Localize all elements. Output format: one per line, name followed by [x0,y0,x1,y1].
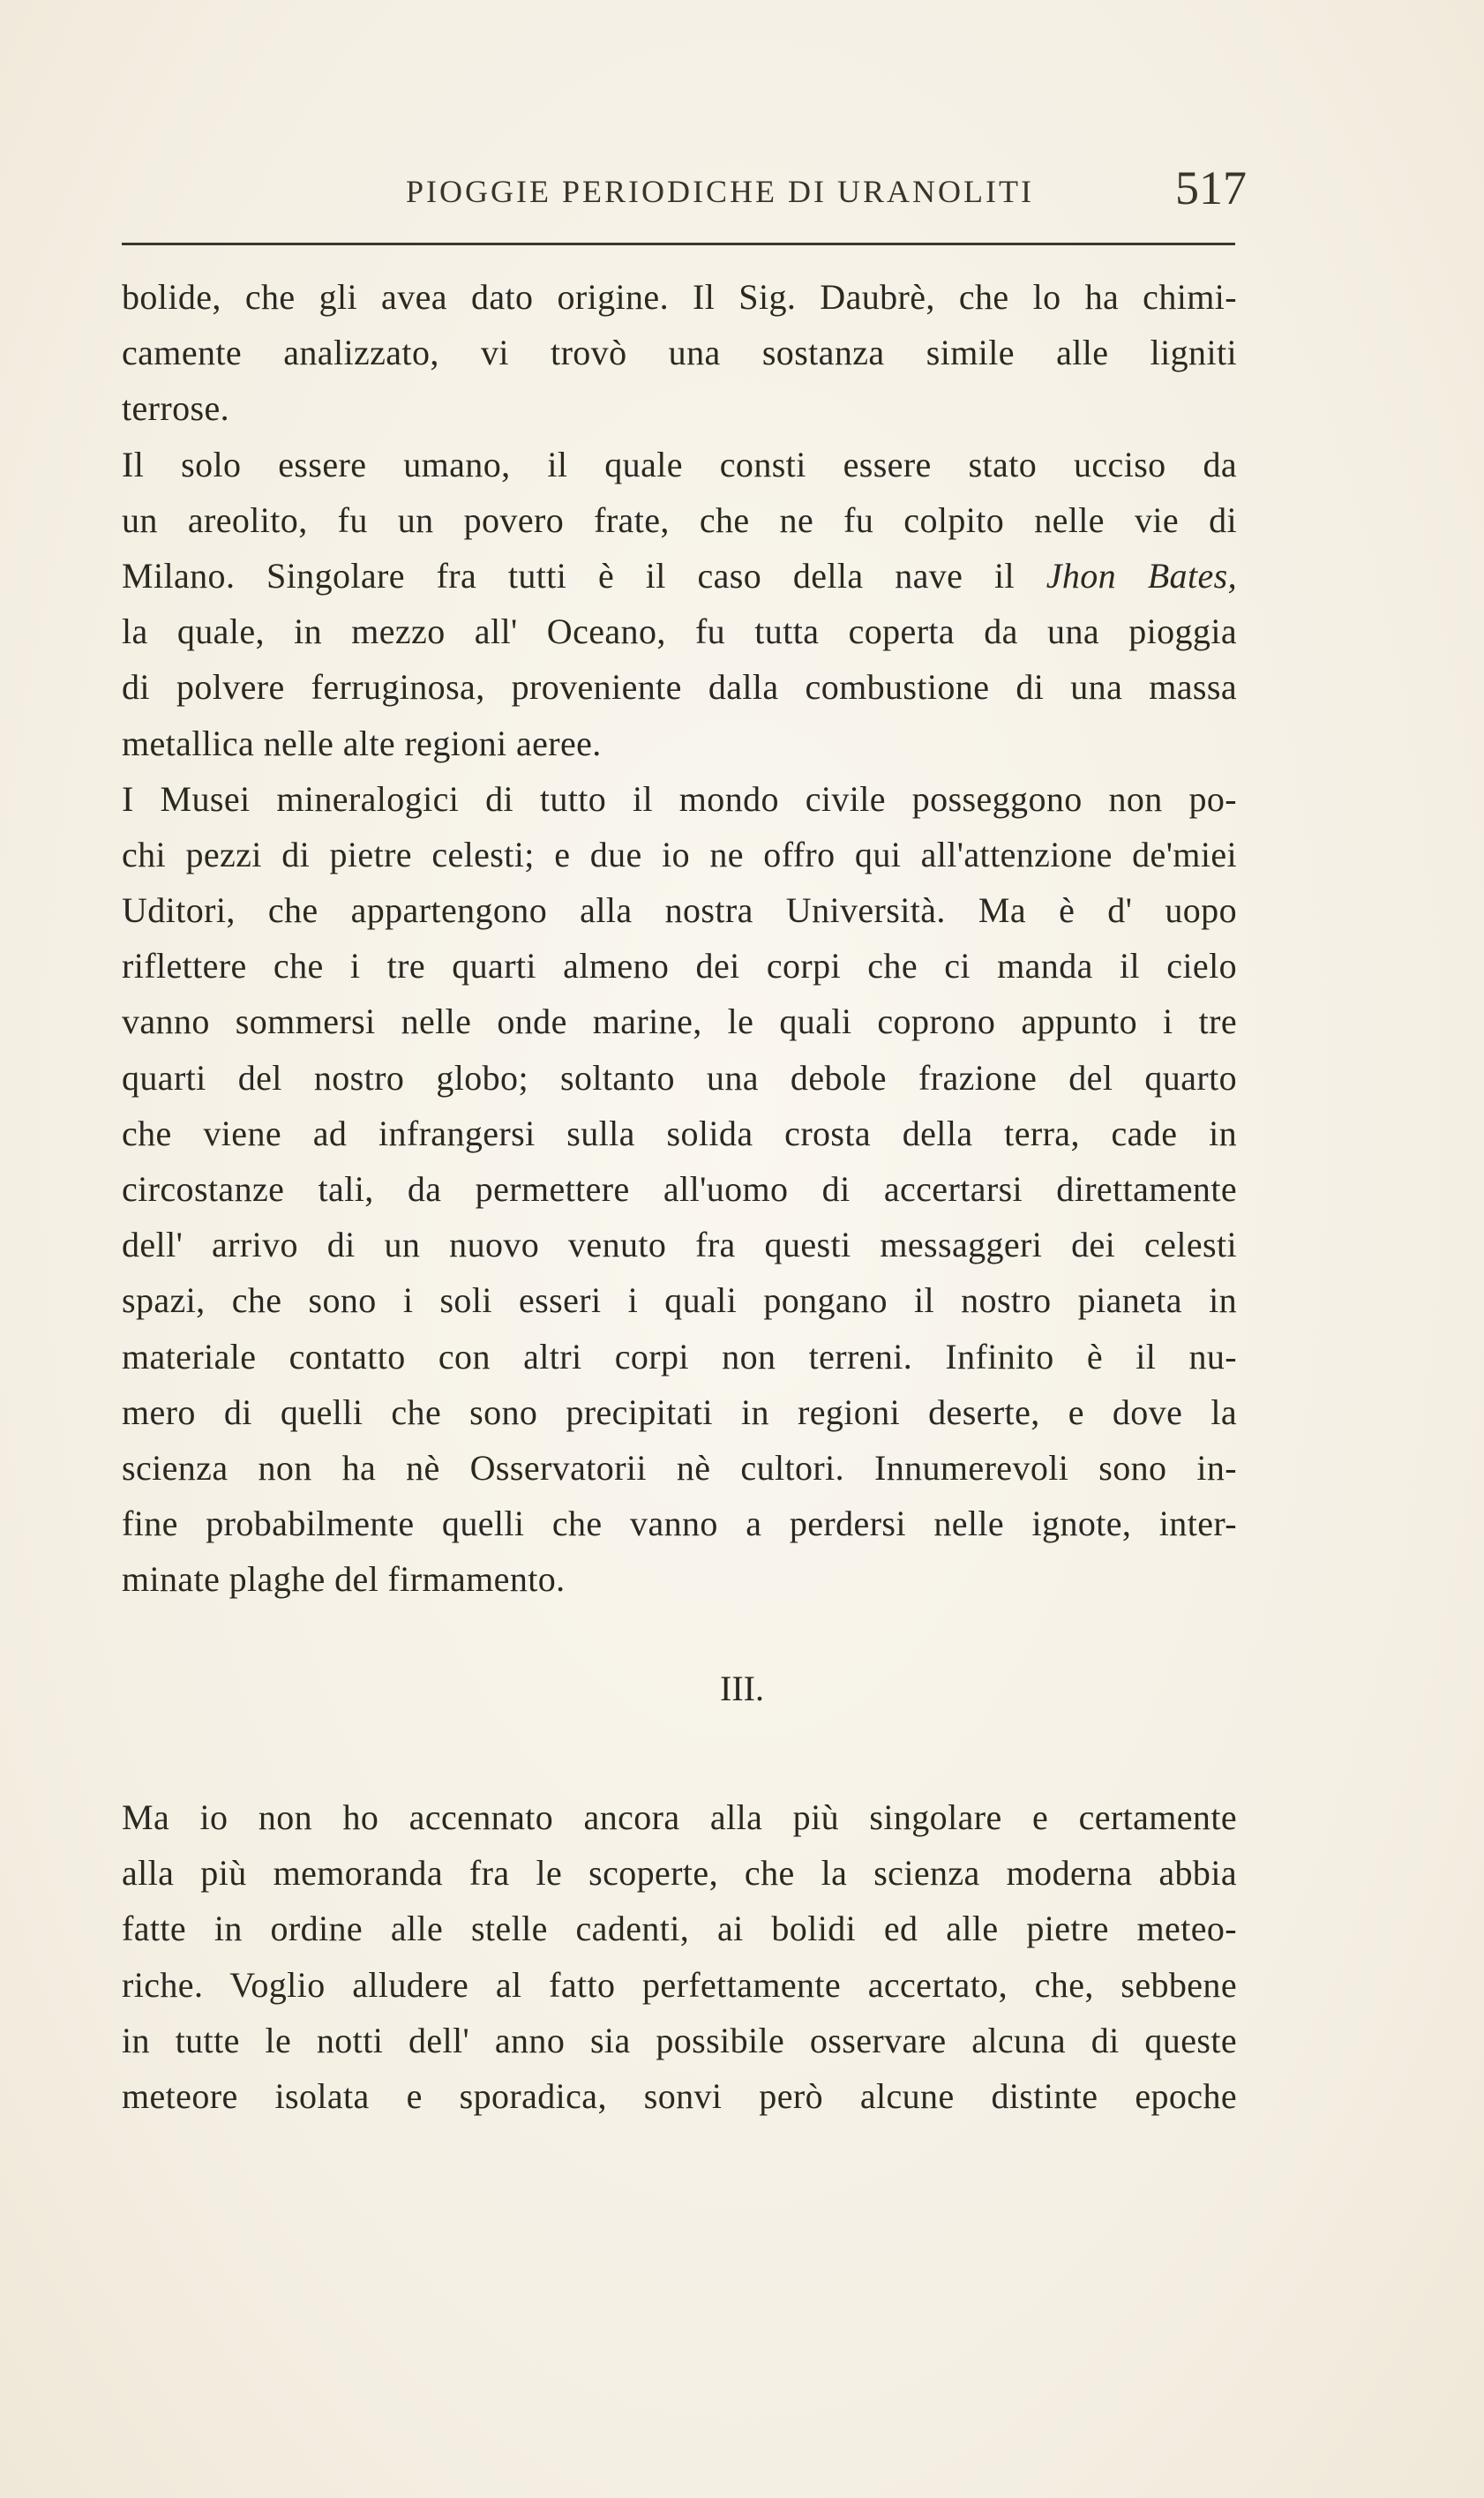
text-line: dell' arrivo di un nuovo venuto fra questi messaggeri dei celesti [122,1225,1237,1265]
text-line: chi pezzi di pietre celesti; e due io ne offro qui all'attenzione de'miei [122,834,1237,874]
running-title: PIOGGIE PERIODICHE DI URANOLITI [406,174,1034,209]
text-line: circostanze tali, da permettere all'uomo di accertarsi direttamente [122,1169,1237,1209]
text-line: Ma io non ho accennato ancora alla più singolare e certamente [122,1797,1237,1837]
text-line: un areolito, fu un povero frate, che ne fu colpito nelle vie di [122,499,1237,540]
text-line: in tutte le notti dell' anno sia possibile osservare alcuna di queste [122,2020,1237,2060]
text-line: camente analizzato, vi trovò una sostanza simile alle ligniti [122,333,1237,373]
text-line: I Musei mineralogici di tutto il mondo civile posseggono non po- [122,778,1237,819]
text-line: quarti del nostro globo; soltanto una debole frazione del quarto [122,1057,1237,1098]
text-line: alla più memoranda fra le scoperte, che la scienza moderna abbia [122,1853,1237,1894]
page-number: 517 [1175,161,1247,214]
text-line: terrose. [122,388,230,429]
ship-name: Jhon Bates, [1046,555,1237,596]
text-line-fragment: Milano. Singolare fra tutti è il caso della nave il [122,555,1016,596]
header-rule [122,243,1235,245]
text-line-with-ship [122,548,1237,604]
text-line: vanno sommersi nelle onde marine, le quali coprono appunto i tre [122,1001,1237,1042]
body-text-first [122,269,1237,1608]
text-line: fatte in ordine alle stelle cadenti, ai bolidi ed alle pietre meteo- [122,1909,1237,1949]
text-line: scienza non ha nè Osservatorii nè cultori. Innumerevoli sono in- [122,1447,1237,1488]
text-line: di polvere ferruginosa, proveniente dalla combustione di una massa [122,667,1237,708]
body-text-second [122,1789,1237,2124]
text-line: riche. Voglio alludere al fatto perfettamente accertato, che, sebbene [122,1964,1237,2005]
text-line: la quale, in mezzo all' Oceano, fu tutta coperta da una pioggia [122,611,1237,652]
text-line: metallica nelle alte regioni aeree. [122,723,602,763]
text-line: che viene ad infrangersi sulla solida crosta della terra, cade in [122,1113,1237,1153]
text-line: fine probabilmente quelli che vanno a perdersi nelle ignote, inter- [122,1504,1237,1544]
text-line: meteore isolata e sporadica, sonvi però alcune distinte epoche [122,2075,1237,2116]
text-line: spazi, che sono i soli esseri i quali pongano il nostro pianeta in [122,1280,1237,1321]
text-line: materiale contatto con altri corpi non terreni. Infinito è il nu- [122,1336,1237,1377]
text-line: bolide, che gli avea dato origine. Il Sig. Daubrè, che lo ha chimi- [122,277,1237,317]
text-line: Uditori, che appartengono alla nostra Università. Ma è d' uopo [122,890,1237,931]
text-line: mero di quelli che sono precipitati in regioni deserte, e dove la [122,1392,1237,1432]
text-line: riflettere che i tre quarti almeno dei corpi che ci manda il cielo [122,946,1237,986]
section-heading: III. [720,1669,764,1708]
text-line: minate plaghe del firmamento. [122,1559,566,1600]
running-head [0,161,1484,219]
text-line: Il solo essere umano, il quale consti essere stato ucciso da [122,444,1237,484]
